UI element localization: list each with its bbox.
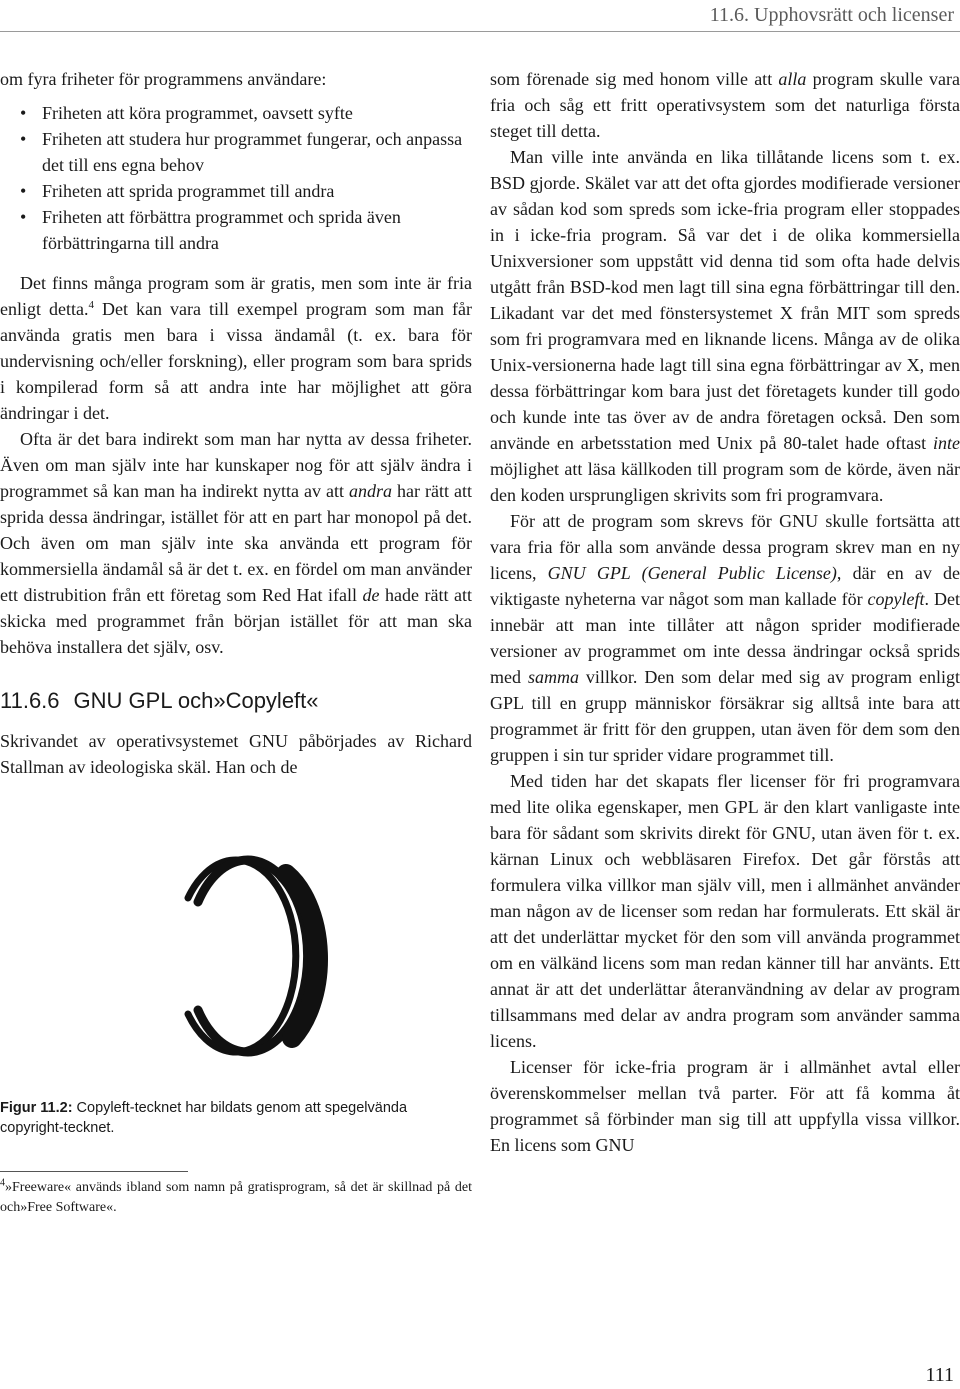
running-header: 11.6. Upphovsrätt och licenser xyxy=(709,4,954,26)
list-item: • Friheten att studera hur programmet fungerar, och anpassa det till ens egna behov xyxy=(20,126,472,178)
paragraph: Med tiden har det skapats fler licenser för fri programvara med lite olika egenskaper, men GPL är den klart vanligaste inte bara för sådant som skrivits direkt för GNU, utan även för t. ex. kärnan Linux och webbläsaren Firefox. Det går förstås att formulera vilka villkor man själv vill, men i allmänhet använder man någon av de licenser som redan har formulerats. Ett skäl är att det underlättar mycket för den som vill använda programmet om en välkänd licens som man redan känner till har använts. Ett annat är att det underlättar återanvändning av delar av program tillsammans med delar av andra program som använder samma licens. xyxy=(490,771,960,1051)
section-number: 11.6.6 xyxy=(0,688,60,713)
paragraph: Skrivandet av operativsystemet GNU påbörjades av Richard Stallman av ideologiska skäl. Han och de xyxy=(0,731,472,777)
right-column xyxy=(490,66,960,1158)
paragraph: Det finns många program som är gratis, men som inte är fria enligt detta.$^4$ Det kan vara till exempel program som man får använda gratis men bara i vissa ändamål (t. ex. bara för undervisning och/eller forskning), eller program som bara sprids i kompilerad form så att andra inte har möjlighet att göra ändringar i det. xyxy=(0,273,472,423)
paragraph: Man ville inte använda en lika tillåtande licens som t. ex. BSD gjorde. Skälet var att det ofta gjordes modifierade versioner av sådan kod som spreds som icke-fria program eller stoppades in i icke-fria program. Så var det i de olika kommersiella Unixversioner som uppstått vid denna tid som ofta hade delvis utgått från BSD-kod men lagt till sina egna förbättringar till den. Likadant var det med fönstersystemet X från MIT som spreds som fri programvara med en liknande licens. Många av de olika Unix-versionerna hade lagt till sina egna förbättringar av X, men dessa förbättringar kom bara just det företagets kunder till godo och kunde inte tas över av de andra företagen också. Den som använde en arbetsstation med Unix på 80-talet hade oftast inte möjlighet att läsa källkoden till program som de körde, även när den koden ursprungligen skrivits som fri programvara. xyxy=(490,147,960,505)
paragraph: som förenade sig med honom ville att alla program skulle vara fria och såg ett fritt operativsystem som det naturliga första steget till detta. xyxy=(490,69,960,141)
paragraph: Ofta är det bara indirekt som man har nytta av dessa friheter. Även om man själv inte har kunskaper nog för att själv ändra i programmet så kan man ha indirekt nytta av att andra har rätt att sprida dessa ändringar, istället för att en part har monopol på det. Och även om man själv inte ska använda ett program för kommersiella ändamål så är det t. ex. en fördel om man använder ett distrubition från ett företag som Red Hat ifall de hade rätt att skicka med programmet från början istället för att man ska behöva installera det själv, osv. xyxy=(0,429,472,657)
list-item: • Friheten att köra programmet, oavsett syfte xyxy=(20,100,472,126)
paragraph: För att de program som skrevs för GNU skulle fortsätta att vara fria för alla som använde dessa program skrev man en ny licens, GNU GPL (General Public License), där en av de viktigaste nyheterna var något som man kallade för copyleft. Det innebär att man inte tillåter att någon sprider modifierade versioner av programmet om inte dessa ändringar också sprids med samma villkor. Den som delar med sig av program enligt GPL till en grupp människor försäkrar sig alltså inte bara att programmet är fritt för den gruppen, utan även för dem som den gruppen i sin tur sprider vidare programmet till. xyxy=(490,511,960,765)
section-title: GNU GPL och»Copyleft« xyxy=(73,688,319,713)
figure-copyleft xyxy=(0,786,472,1094)
section-heading xyxy=(0,686,472,716)
paragraph: Licenser för icke-fria program är i allmänhet avtal eller överenskommelser mellan två parter. För att få komma åt programmet så förbinder man sig till att uppfylla vissa villkor. En licens som GNU xyxy=(490,1057,960,1155)
header-rule xyxy=(0,31,960,32)
footnote: $^4$»Freeware« används ibland som namn på gratisprogram, så det är skillnad på det och»Free Software«. xyxy=(0,1177,472,1215)
footnote-ref[interactable]: 4 xyxy=(88,299,94,311)
freedoms-list xyxy=(0,100,472,256)
intro-text: om fyra friheter för programmens användare: xyxy=(0,69,327,89)
list-item: • Friheten att sprida programmet till andra xyxy=(20,178,472,204)
copyleft-icon xyxy=(152,838,332,1074)
left-column xyxy=(0,66,472,1218)
page-number: 111 xyxy=(925,1364,954,1386)
list-item: • Friheten att förbättra programmet och sprida även förbättringarna till andra xyxy=(20,204,472,256)
footnote-rule xyxy=(0,1171,188,1172)
figure-caption: Figur 11.2: Copyleft-tecknet har bildats genom att spegelvända copyright-tecknet. xyxy=(0,1100,408,1136)
